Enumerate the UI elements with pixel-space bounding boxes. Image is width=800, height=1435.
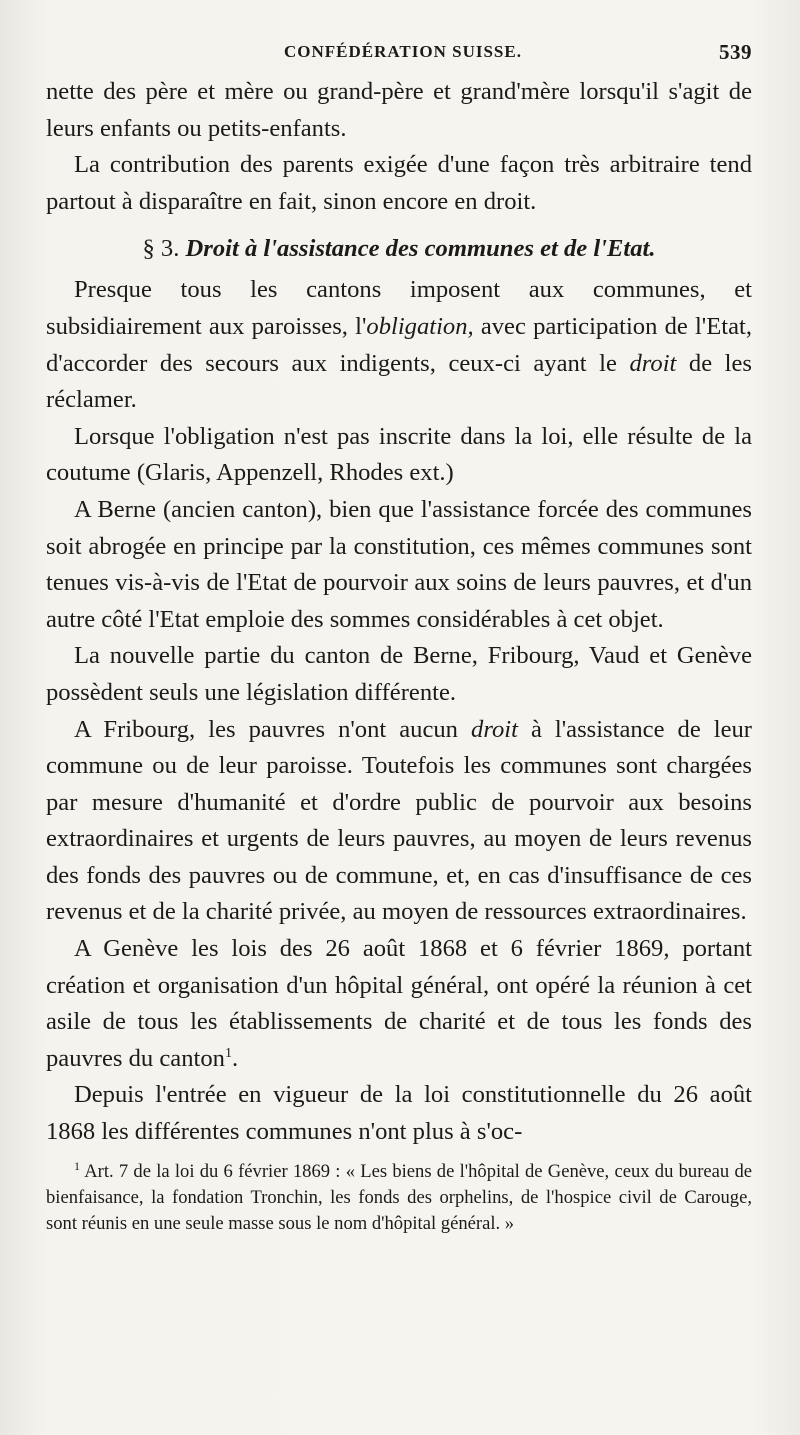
paragraph-3 <box>46 272 752 418</box>
paragraph-3-part-3: de les réclamer. <box>46 349 752 414</box>
body-text <box>46 74 752 1151</box>
paragraph-8-end: . <box>231 1044 239 1072</box>
paragraph-9: Depuis l'entrée en vigueur de la loi constitutionnelle du 26 août 1868 les différentes communes n'ont plus à s'oc- <box>46 1081 752 1146</box>
paragraph-7-part-1: A Fribourg, les pauvres n'ont aucun <box>74 715 472 743</box>
footnote <box>46 1159 752 1237</box>
paragraph-4: Lorsque l'obligation n'est pas inscrite dans la loi, elle résulte de la coutume (Glaris, Appenzell, Rhodes ext.) <box>46 422 752 487</box>
paragraph-8 <box>46 931 752 1077</box>
paragraph-3-part-2: avec participation de l'Etat, d'accorder des secours aux indigents, ceux-ci ayant le <box>46 312 752 377</box>
paragraph-6: La nouvelle partie du canton de Berne, Fribourg, Vaud et Genève possèdent seuls une législation différente. <box>46 642 752 706</box>
paragraph-2: La contribution des parents exigée d'une façon très arbitraire tend partout à disparaître en fait, sinon encore en droit. <box>46 151 752 215</box>
paragraph-3-part-1: Presque tous les cantons imposent aux communes, et subsidiairement aux paroisses, l' <box>46 276 752 340</box>
section-title: Droit à l'assistance des communes et de l'Etat. <box>185 235 656 263</box>
page-number: 539 <box>719 40 752 64</box>
footnote-text: Art. 7 de la loi du 6 février 1869 : « Les biens de l'hôpital de Genève, ceux du bureau de bienfaisance, la fondation Tronchin, les fonds des orphelins, de l'hospice civil de Carouge, sont réunis en une seule masse sous le nom d'hôpital général. » <box>46 1160 752 1234</box>
paragraph-7 <box>46 712 752 932</box>
paragraph-5: A Berne (ancien canton), bien que l'assistance forcée des communes soit abrogée en principe par la constitution, ces mêmes communes sont tenues vis-à-vis de l'Etat de pourvoir aux soins de leurs pauvres, et d'un autre côté l'Etat emploie des sommes considérables à cet objet. <box>46 495 752 633</box>
footnote-marker: 1 <box>74 1158 80 1173</box>
running-head <box>46 38 752 74</box>
paragraph-7-italic-droit: droit <box>471 715 518 743</box>
footnote-reference[interactable]: 1 <box>224 1045 232 1061</box>
section-heading <box>46 220 752 272</box>
footnote-paragraph <box>46 1159 752 1237</box>
paragraph-8-text: A Genève les lois des 26 août 1868 et 6 février 1869, portant création et organisation d'un hôpital général, ont opéré la réunion à cet asile de tous les établissements de charité et de tous les fonds des pauvres du canton <box>46 935 752 1072</box>
paragraph-1: nette des père et mère ou grand-père et grand'mère lorsqu'il s'agit de leurs enfants ou petits-enfants. <box>46 78 752 142</box>
paragraph-7-part-2: à l'assistance de leur commune ou de leur paroisse. Toutefois les communes sont chargées par mesure d'humanité et d'ordre public de pourvoir aux besoins extraordinaires et urgents de leurs pauvres, au moyen de leurs revenus des fonds des pauvres ou de commune, et, en cas d'insuffisance de ces revenus et de la charité privée, au moyen de ressources extraordinaires. <box>46 715 752 926</box>
paragraph-3-italic-droit: droit <box>629 349 677 377</box>
running-title: CONFÉDÉRATION SUISSE. <box>284 42 522 61</box>
section-number: § 3. <box>142 235 180 263</box>
paragraph-3-italic-obligation: obligation, <box>366 312 474 340</box>
